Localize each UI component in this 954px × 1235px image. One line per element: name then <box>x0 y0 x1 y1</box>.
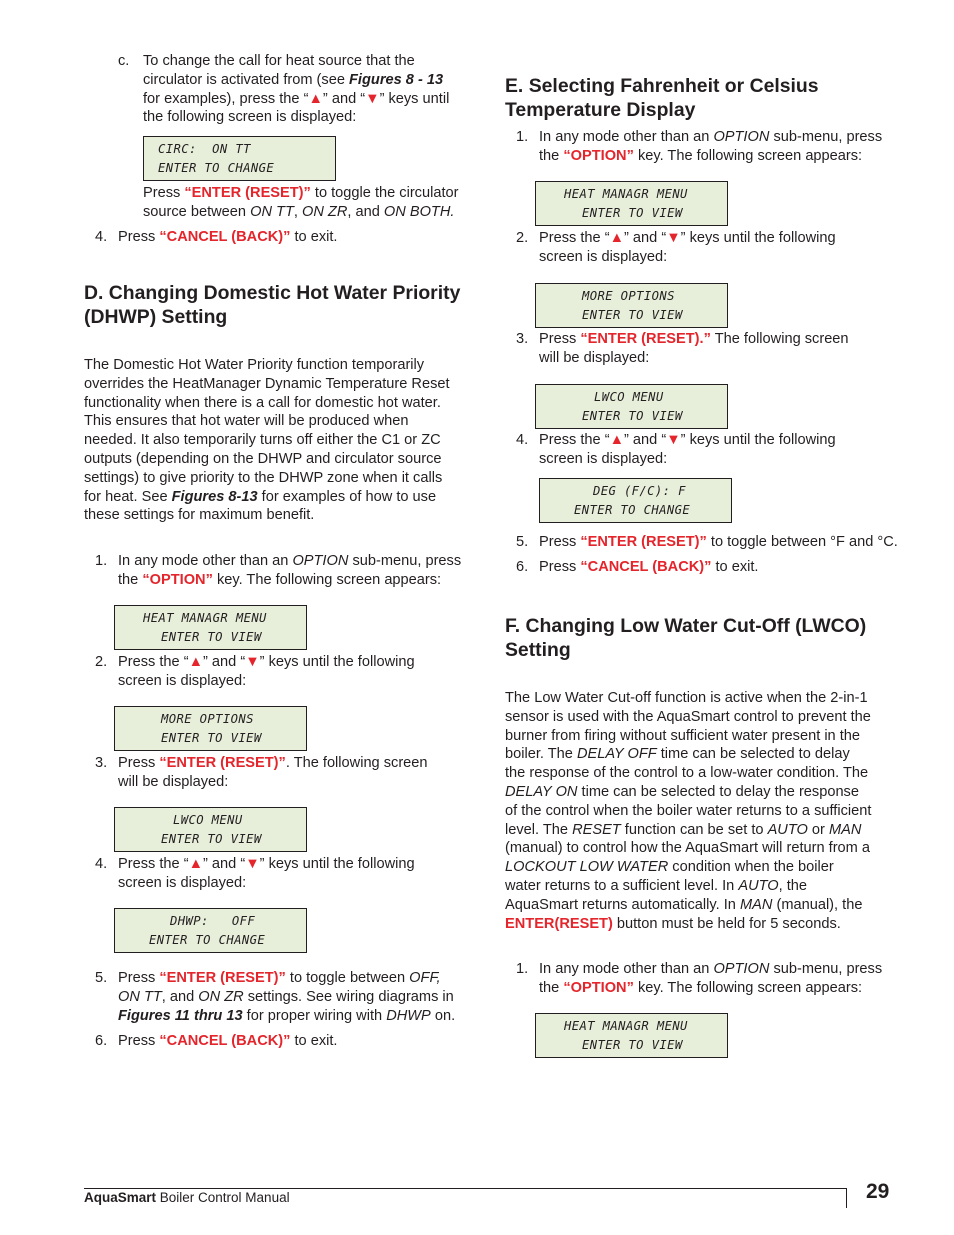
down-arrow-icon: ▼ <box>245 856 260 872</box>
up-arrow-icon: ▲ <box>609 432 625 448</box>
footer-divider <box>846 1188 847 1208</box>
lcd-lwco-menu: LWCO MENU ENTER TO VIEW <box>535 384 728 429</box>
lcd-heat-managr-menu: HEAT MANAGR MENU ENTER TO VIEW <box>114 605 307 650</box>
down-arrow-icon: ▼ <box>666 432 681 448</box>
lcd-more-options: MORE OPTIONS ENTER TO VIEW <box>535 283 728 328</box>
lcd-heat-managr-menu: HEAT MANAGR MENU ENTER TO VIEW <box>535 1013 728 1058</box>
footer-manual-title: AquaSmart Boiler Control Manual <box>84 1190 290 1205</box>
heading-dhwp: D. Changing Domestic Hot Water Priority (DHWP) Setting <box>84 282 461 328</box>
page-number: 29 <box>866 1180 890 1203</box>
lcd-dhwp-setting: DHWP: OFF ENTER TO CHANGE <box>114 908 307 953</box>
lcd-deg-f-c: DEG (F/C): F ENTER TO CHANGE <box>539 478 732 523</box>
up-arrow-icon: ▲ <box>609 230 625 246</box>
down-arrow-icon: ▼ <box>365 90 380 107</box>
up-arrow-icon: ▲ <box>188 654 204 670</box>
lcd-lwco-menu: LWCO MENU ENTER TO VIEW <box>114 807 307 852</box>
up-arrow-icon: ▲ <box>188 856 204 872</box>
lcd-more-options: MORE OPTIONS ENTER TO VIEW <box>114 706 307 751</box>
heading-lwco: F. Changing Low Water Cut-Off (LWCO) Setting <box>505 615 867 661</box>
dhwp-description: The Domestic Hot Water Priority function temporarily overrides the HeatManager Dynamic Temperature Reset functionality when there is a call for domestic hot water. This ensures that hot water will be produced when needed. It also temporarily turns off either the C1 or ZC outputs (depending on the DHWP and circulator source settings) to give priority to the DHWP zone when it calls for heat. See Figures 8-13 for examples of how to use these settings for maximum benefit. <box>84 357 450 524</box>
down-arrow-icon: ▼ <box>245 654 260 670</box>
lwco-description: The Low Water Cut-off function is active when the 2-in-1 sensor is used with the AquaSmart control to prevent the burner from firing without sufficient water present in the boiler. The DELAY OFF time can be selected to delay the response of the control to a low-water condition. The DELAY ON time can be selected to delay the response of the control when the boiler water returns to a sufficient level. The RESET function can be set to AUTO or MAN (manual) to control how the AquaSmart will return from a LOCKOUT LOW WATER condition when the boiler water returns to a sufficient level. In AUTO, the AquaSmart returns automatically. In MAN (manual), the ENTER(RESET) button must be held for 5 seconds. <box>505 690 872 932</box>
down-arrow-icon: ▼ <box>666 230 681 246</box>
lcd-circ-screen: CIRC: ON TT ENTER TO CHANGE <box>143 136 336 181</box>
lcd-heat-managr-menu: HEAT MANAGR MENU ENTER TO VIEW <box>535 181 728 226</box>
up-arrow-icon: ▲ <box>308 90 323 107</box>
heading-fahrenheit-celsius: E. Selecting Fahrenheit or Celsius Temperature Display <box>505 75 819 121</box>
circ-toggle-note: Press “ENTER (RESET)” to toggle the circulator source between ON TT, ON ZR, and ON BOTH. <box>143 185 459 220</box>
